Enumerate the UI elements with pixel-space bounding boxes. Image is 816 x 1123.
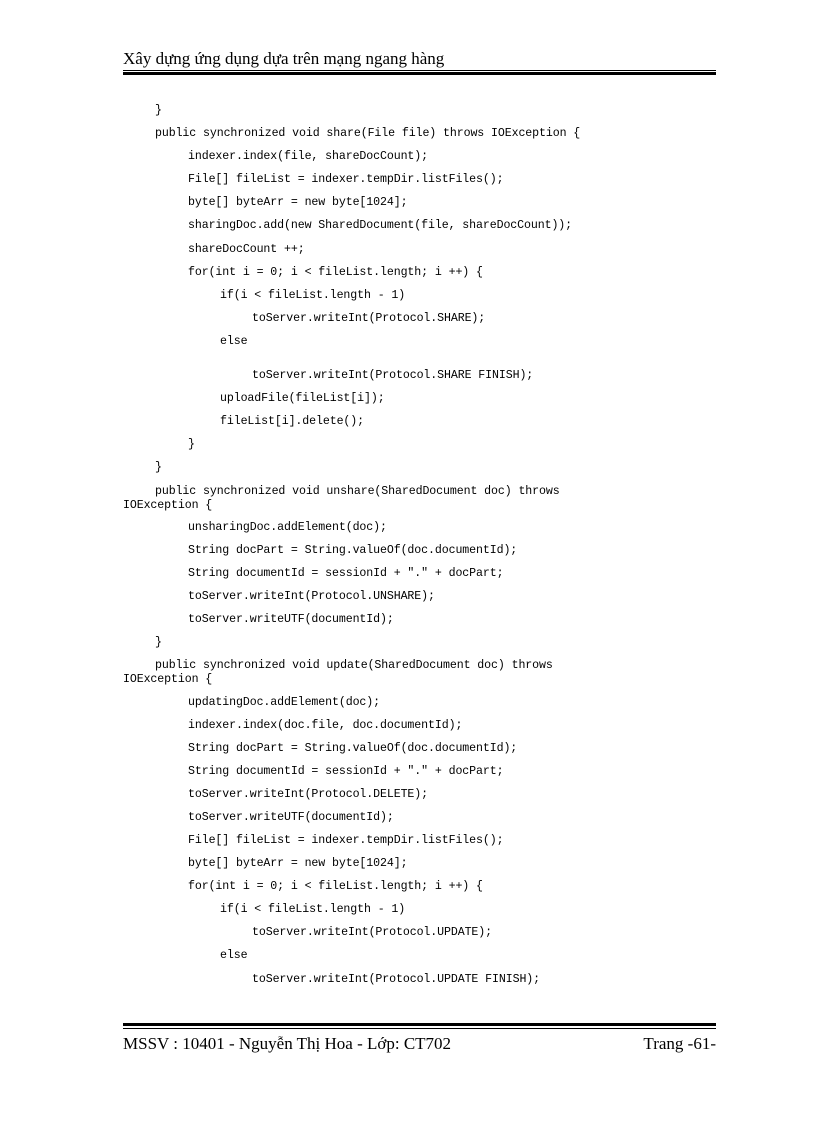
code-line: IOException { (123, 673, 213, 686)
code-line: toServer.writeInt(Protocol.UNSHARE); (188, 590, 435, 603)
code-line: } (155, 461, 162, 474)
code-line: else (220, 335, 248, 348)
code-line: File[] fileList = indexer.tempDir.listFiles(); (188, 173, 504, 186)
code-line: public synchronized void update(SharedDocument doc) throws (155, 659, 553, 672)
code-line: toServer.writeUTF(documentId); (188, 613, 394, 626)
code-line: indexer.index(doc.file, doc.documentId); (188, 719, 463, 732)
footer-rule-thin (123, 1028, 716, 1029)
code-line: } (155, 636, 162, 649)
code-line: if(i < fileList.length - 1) (220, 903, 406, 916)
code-line: String documentId = sessionId + "." + docPart; (188, 765, 504, 778)
code-line: toServer.writeInt(Protocol.SHARE); (252, 312, 486, 325)
code-line: public synchronized void unshare(SharedDocument doc) throws (155, 485, 560, 498)
code-line: File[] fileList = indexer.tempDir.listFiles(); (188, 834, 504, 847)
code-line: if(i < fileList.length - 1) (220, 289, 406, 302)
code-line: shareDocCount ++; (188, 243, 305, 256)
code-line: for(int i = 0; i < fileList.length; i ++) { (188, 880, 483, 893)
code-line: toServer.writeInt(Protocol.SHARE FINISH); (252, 369, 534, 382)
code-line: indexer.index(file, shareDocCount); (188, 150, 429, 163)
code-line: } (188, 438, 195, 451)
code-line: byte[] byteArr = new byte[1024]; (188, 857, 408, 870)
code-line: else (220, 949, 248, 962)
code-line: fileList[i].delete(); (220, 415, 365, 428)
code-line: uploadFile(fileList[i]); (220, 392, 385, 405)
page-header-title: Xây dựng ứng dụng dựa trên mạng ngang hàng (123, 49, 445, 68)
code-line: toServer.writeInt(Protocol.UPDATE); (252, 926, 493, 939)
code-line: toServer.writeUTF(documentId); (188, 811, 394, 824)
code-line: for(int i = 0; i < fileList.length; i ++) { (188, 266, 483, 279)
code-line: IOException { (123, 499, 213, 512)
code-line: unsharingDoc.addElement(doc); (188, 521, 387, 534)
code-line: String docPart = String.valueOf(doc.documentId); (188, 742, 518, 755)
code-line: sharingDoc.add(new SharedDocument(file, shareDocCount)); (188, 219, 573, 232)
code-line: byte[] byteArr = new byte[1024]; (188, 196, 408, 209)
footer-rule-thick (123, 1023, 716, 1026)
code-line: updatingDoc.addElement(doc); (188, 696, 381, 709)
code-line: toServer.writeInt(Protocol.DELETE); (188, 788, 429, 801)
code-line: } (155, 104, 162, 117)
code-line: toServer.writeInt(Protocol.UPDATE FINISH); (252, 973, 541, 986)
footer-page-number: Trang -61- (643, 1034, 716, 1053)
code-line: String documentId = sessionId + "." + docPart; (188, 567, 504, 580)
code-line: String docPart = String.valueOf(doc.documentId); (188, 544, 518, 557)
code-line: public synchronized void share(File file) throws IOException { (155, 127, 581, 140)
footer-student-info: MSSV : 10401 - Nguyễn Thị Hoa - Lớp: CT702 (123, 1034, 452, 1053)
